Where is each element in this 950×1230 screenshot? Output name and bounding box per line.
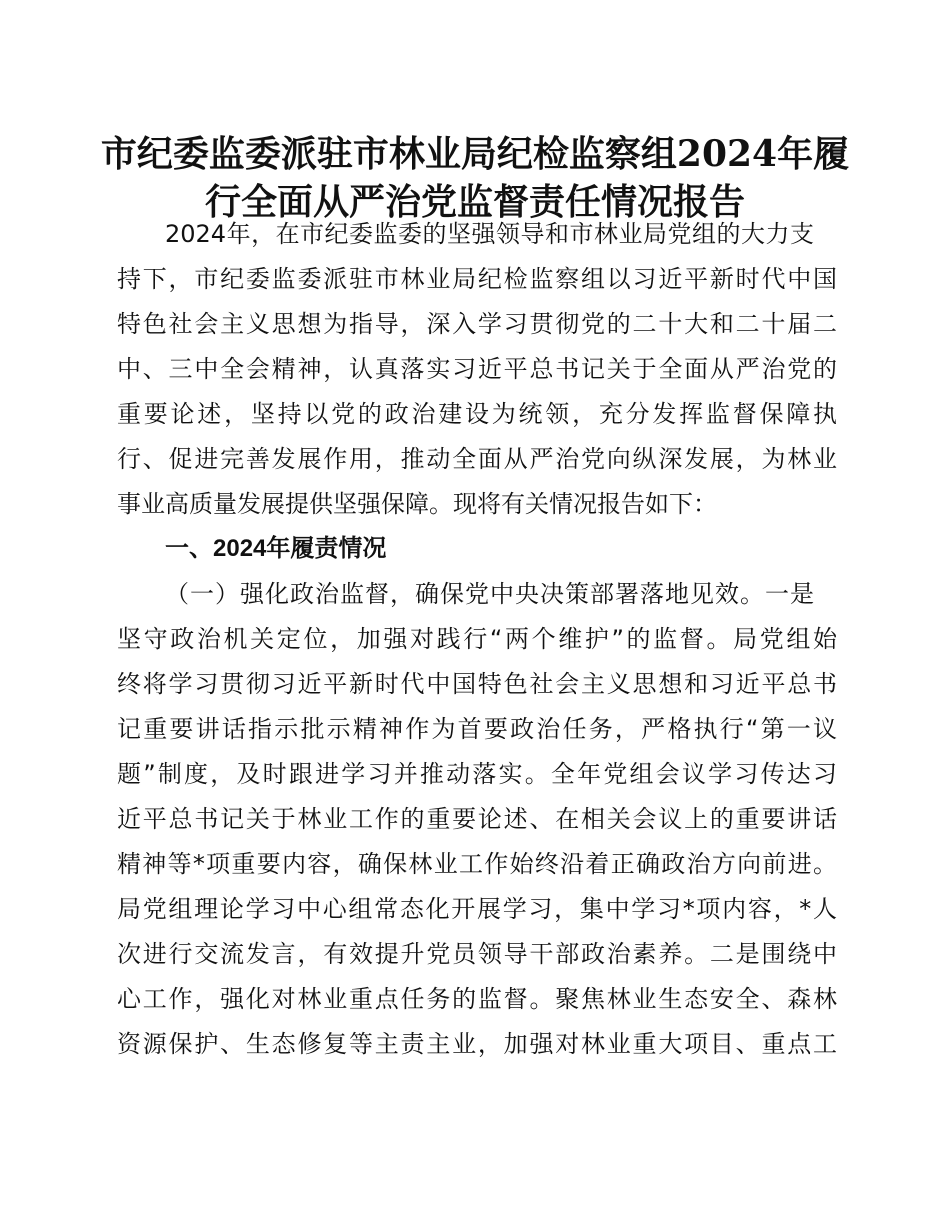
paragraph-line: 次进行交流发言，有效提升党员领导干部政治素养。二是围绕中 [117,940,837,968]
paragraph-line: 局党组理论学习中心组常态化开展学习，集中学习*项内容，*人 [117,895,837,923]
section-heading: 一、2024年履责情况 [165,535,387,562]
paragraph-line: 终将学习贯彻习近平新时代中国特色社会主义思想和习近平总书 [117,670,837,698]
document-title-line-2: 行全面从严治党监督责任情况报告 [204,181,745,223]
paragraph-line: 近平总书记关于林业工作的重要论述、在相关会议上的重要讲话 [117,805,837,833]
paragraph-line: 持下，市纪委监委派驻市林业局纪检监察组以习近平新时代中国 [117,265,837,293]
paragraph-line: 心工作，强化对林业重点任务的监督。聚焦林业生态安全、森林 [117,985,837,1013]
paragraph-line: （一）强化政治监督，确保党中央决策部署落地见效。一是 [165,580,814,608]
document-title-line-1: 市纪委监委派驻市林业局纪检监察组2024年履 [100,133,850,175]
paragraph-line: 重要论述，坚持以党的政治建设为统领，充分发挥监督保障执 [117,400,837,428]
paragraph-line: 行、促进完善发展作用，推动全面从严治党向纵深发展，为林业 [117,445,837,473]
paragraph-line: 坚守政治机关定位，加强对践行“两个维护”的监督。局党组始 [117,625,837,653]
paragraph-line: 2024年，在市纪委监委的坚强领导和市林业局党组的大力支 [165,220,814,248]
paragraph-line: 事业高质量发展提供坚强保障。现将有关情况报告如下： [117,490,717,518]
paragraph-line: 资源保护、生态修复等主责主业，加强对林业重大项目、重点工 [117,1030,837,1058]
paragraph-line: 中、三中全会精神，认真落实习近平总书记关于全面从严治党的 [117,355,837,383]
paragraph-line: 题”制度，及时跟进学习并推动落实。全年党组会议学习传达习 [117,760,837,788]
paragraph-line: 精神等*项重要内容，确保林业工作始终沿着正确政治方向前进。 [117,850,837,878]
paragraph-line: 特色社会主义思想为指导，深入学习贯彻党的二十大和二十届二 [117,310,837,338]
paragraph-line: 记重要讲话指示批示精神作为首要政治任务，严格执行“第一议 [117,715,837,743]
